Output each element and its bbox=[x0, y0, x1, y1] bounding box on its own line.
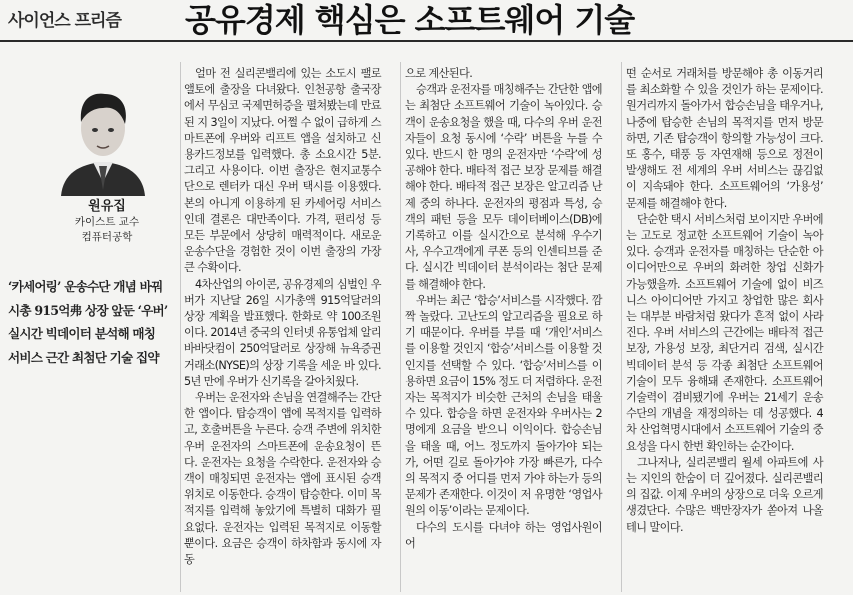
column-divider bbox=[180, 62, 181, 592]
article-column-1 bbox=[184, 66, 381, 568]
author-byline bbox=[40, 198, 174, 245]
author-name: 원유집 bbox=[88, 199, 126, 214]
column-divider bbox=[621, 62, 622, 592]
author-department: 컴퓨터공학 bbox=[81, 231, 133, 243]
article-column-3 bbox=[626, 66, 823, 536]
paragraph: 그나저나, 실리콘밸리 월세 아파트에 사는 지인의 한숨이 더 깊어졌다. 실리콘밸리의 집값. 이제 우버의 상장으로 더욱 오르게 생겼단다. 수많은 백만장자가 쏟아져 나올 테니 말이다. bbox=[626, 455, 823, 534]
headline: 공유경제 핵심은 소프트웨어 기술 bbox=[185, 1, 635, 39]
paragraph: 다수의 도시를 다녀야 하는 영업사원이 어 bbox=[405, 520, 602, 550]
paragraph: 단순한 택시 서비스처럼 보이지만 우버에는 고도로 정교한 소프트웨어 기술이 녹아있다. 승객과 운전자를 매칭하는 단순한 아이디어만으로 우버의 화려한 창업 신화가 가능했을까. 소프트웨어 기술에 없이 비즈니스 아이디어만 가지고 창업한 많은 회사는 대부분 바람처럼 왔다가 흔적 없이 사라진다. 우버 서비스의 근간에는 배타적 접근 보장, 가용성 보장, 최단거리 검색, 실시간 빅데이터 분석 등 각종 최첨단 소프트웨어 기술이 모두 융해돼 존재한다. 소프트웨어 기술력이 겸비됐기에 우버는 21세기 운송수단의 개념을 재정의하는 데 성공했다. 4차 산업혁명시대에서 소프트웨어 기술의 중요성을 다시 한번 확인하는 순간이다. bbox=[626, 212, 823, 453]
paragraph: 4차산업의 아이콘, 공유경제의 심벌인 우버가 지난달 26일 시가총액 915억달러의 상장 계획을 발표했다. 한화로 약 100조원이다. 2014년 중국의 인터넷 유통업체 알리바바닷컴이 250억달러로 상장해 뉴욕증권거래소(NYSE)의 상장 기록을 세운 바 있다. 5년 만에 우버가 신기록을 갈아치웠다. bbox=[184, 277, 381, 388]
pull-quote bbox=[8, 275, 180, 369]
paragraph: 얼마 전 실리콘밸리에 있는 소도시 팰로앨토에 출장을 다녀왔다. 인천공항 출국장에서 무심코 국제면허증을 펼쳐봤는데 만료된 지 3일이 지났다. 어쩔 수 없이 급하게 스마트폰에 우버와 리프트 앱을 설치하고 신용카드정보를 입력했다. 총 소요시간 5분. 그리고 사용이다. 이번 출장은 현지교통수단으로 렌터카 대신 우버 택시를 이용했다. 본의 아니게 이용하게 된 카세어링 서비스인데 결론은 대만족이다. 가격, 편리성 등 모든 부문에서 상당히 매력적이다. 새로운 운송수단을 경험한 것이 이번 출장의 가장 큰 수확이다. bbox=[184, 67, 381, 275]
author-affiliation: 카이스트 교수 bbox=[74, 216, 140, 228]
pull-quote-line: ‘카세어링’ 운송수단 개념 바꿔 bbox=[8, 279, 163, 294]
paragraph: 우버는 최근 ‘합승’서비스를 시작했다. 깜짝 놀랐다. 고난도의 알고리즘을 필요로 하기 때문이다. 우버를 부를 때 ‘개인’서비스를 이용할 것인지 ‘합승’서비스를 이용할 것인지를 선택할 수 있다. ‘합승’서비스를 이용하면 요금이 15% 정도 더 저렴하다. 운전자는 목적지가 비슷한 근처의 손님을 태울 수 있다. 합승을 하면 운전자와 우버사는 2명에게 요금을 받으니 이익이다. 합승손님을 태울 때, 어느 정도까지 돌아가야 되는가, 어떤 길로 돌아가야 가장 빠른가, 다수의 목적지 중 어디를 먼저 가야 하는가 등의 문제가 존재한다. 이것이 저 유명한 ‘영업사원의 이동’이라는 문제이다. bbox=[405, 293, 602, 518]
paragraph: 으로 계산된다. bbox=[405, 67, 473, 80]
paragraph: 떤 순서로 거래처를 방문해야 총 이동거리를 최소화할 수 있을 것인가 하는 문제이다. 원거리까지 돌아가서 합승손님을 태우거나, 나중에 탑승한 손님의 목적지를 먼저 방문하면, 기존 탑승객이 항의할 가능성이 크다. 또 홍수, 태풍 등 자연재해 등으로 정전이 발생해도 전 세계의 우버 서비스는 끊김없이 지속돼야 한다. 소프트웨어의 ‘가용성’ 문제를 해결해야 한다. bbox=[626, 67, 823, 210]
author-photo bbox=[55, 78, 151, 196]
article-header bbox=[0, 0, 853, 42]
pull-quote-line: 서비스 근간 최첨단 기술 집약 bbox=[8, 349, 159, 365]
paragraph: 승객과 운전자를 매칭해주는 간단한 앱에는 최첨단 소프트웨어 기술이 녹아있다. 승객이 운송요청을 했을 때, 다수의 우버 운전자들이 요청 동시에 ‘수락’ 버튼을 누를 수 있다. 반드시 한 명의 운전자만 ‘수락’에 성공해야 한다. 배타적 접근 보장 문제를 해결해야 한다. 배타적 접근 보장은 알고리즘 난제 중의 하나다. 운전자의 평점과 특성, 승객의 패턴 등을 모두 데이터베이스(DB)에 기록하고 이를 실시간으로 분석해 우수기사, 우수고객에게 쿠폰 등의 인센티브를 준다. 실시간 빅데이터 분석이라는 첨단 문제를 해결해야 한다. bbox=[405, 83, 602, 291]
pull-quote-line: 시총 915억弗 상장 앞둔 ‘우버’ bbox=[8, 302, 168, 318]
pull-quote-line: 실시간 빅데이터 분석해 매칭 bbox=[8, 326, 156, 341]
column-divider bbox=[400, 62, 401, 592]
section-label: 사이언스 프리즘 bbox=[8, 11, 121, 31]
paragraph: 우버는 운전자와 손님을 연결해주는 간단한 앱이다. 탑승객이 앱에 목적지를 입력하고, 호출버튼을 누른다. 승객 주변에 위치한 우버 운전자의 스마트폰에 운송요청이 뜬다. 운전자는 요청을 수락한다. 운전자와 승객이 매칭되면 운전자는 앱에 표시된 승객 위치로 이동한다. 승객이 탑승한다. 이미 목적지를 입력해 놓았기에 특별히 대화가 필요없다. 운전자는 입력된 목적지로 이동할 뿐이다. 요금은 승객이 하차함과 동시에 자동 bbox=[184, 391, 381, 567]
article-column-2 bbox=[405, 66, 602, 552]
